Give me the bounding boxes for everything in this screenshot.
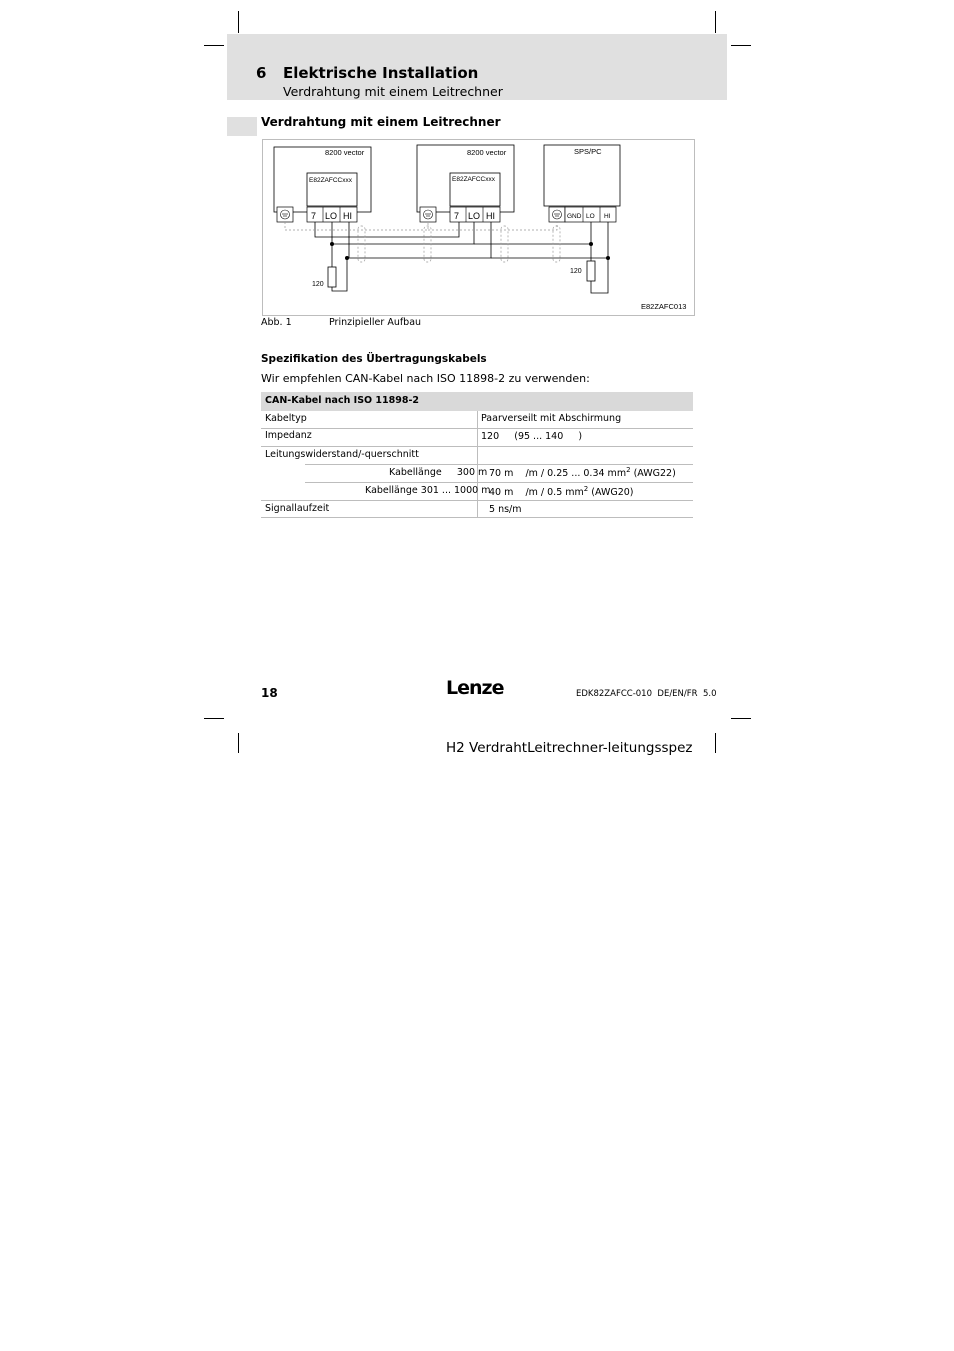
device-2-module-label: E82ZAFCCxxx — [452, 176, 495, 183]
crop-mark — [731, 718, 751, 719]
table-divider — [261, 446, 693, 447]
wiring-diagram-svg — [263, 140, 694, 315]
table-divider — [305, 482, 693, 483]
device-1-terminal-hi: HI — [343, 211, 352, 221]
device-1-name: 8200 vector — [325, 148, 365, 157]
bus-wiring — [315, 222, 608, 293]
junction-dot — [330, 242, 334, 246]
device-2-terminal-hi: HI — [486, 211, 495, 221]
chapter-title: Elektrische Installation — [283, 64, 479, 82]
spec-table-header-label: CAN-Kabel nach ISO 11898-2 — [265, 395, 420, 406]
junction-dot — [589, 242, 593, 246]
table-divider — [261, 428, 693, 429]
table-row-label: Kabeltyp — [265, 413, 307, 424]
table-row-value — [489, 466, 676, 479]
section-title: Verdrahtung mit einem Leitrechner — [261, 115, 501, 129]
table-row-label: Kabellänge 301 ... 1000 m — [365, 485, 491, 496]
table-divider — [261, 517, 693, 518]
value-text: 40 m /m / 0.5 mm — [489, 487, 584, 499]
value-text: 70 m /m / 0.25 ... 0.34 mm — [489, 468, 627, 480]
page-reference-label: H2 VerdrahtLeitrechner-leitungsspez — [446, 740, 693, 756]
crop-mark — [238, 11, 239, 33]
superscript: 2 — [583, 485, 589, 493]
resistor-right-label: 120 — [570, 268, 582, 275]
spec-table-header — [261, 392, 693, 411]
device-1-terminal-lo: LO — [325, 211, 338, 221]
brand-logo: Lenze — [446, 677, 504, 699]
spec-title: Spezifikation des Übertragungskabels — [261, 353, 487, 365]
table-row-value — [489, 485, 634, 498]
sps-pc-terminal-hi: HI — [604, 213, 611, 220]
crop-mark — [715, 11, 716, 33]
device-2-terminal-7: 7 — [454, 211, 460, 221]
figure-caption-text: Prinzipieller Aufbau — [329, 317, 422, 328]
termination-resistor-left — [328, 267, 336, 287]
table-divider — [478, 464, 693, 465]
table-row-value: 120 (95 ... 140 ) — [481, 431, 583, 442]
table-row-label: Impedanz — [265, 430, 312, 441]
table-row-label: Leitungswiderstand/-querschnitt — [265, 449, 419, 460]
shield-wiring — [285, 222, 560, 262]
device-2-name: 8200 vector — [467, 148, 507, 157]
figure-id: E82ZAFC013 — [641, 302, 687, 311]
page-number: 18 — [261, 686, 278, 700]
crop-mark — [715, 733, 716, 753]
device-2-terminal-lo: LO — [468, 211, 481, 221]
chapter-subtitle: Verdrahtung mit einem Leitrechner — [283, 84, 503, 99]
superscript: 2 — [626, 466, 631, 474]
sps-pc-terminal-gnd: GND — [567, 213, 582, 220]
spec-intro: Wir empfehlen CAN-Kabel nach ISO 11898-2 zu verwenden: — [261, 372, 590, 385]
ground-terminal — [277, 207, 293, 222]
resistor-left-label: 120 — [312, 281, 324, 288]
sps-pc-terminal-lo: LO — [586, 213, 595, 220]
wiring-diagram — [262, 139, 695, 316]
value-suffix: (AWG22) — [630, 468, 676, 480]
termination-resistor-right — [587, 261, 595, 281]
figure-caption-number: Abb. 1 — [261, 317, 292, 328]
section-marker — [227, 117, 257, 136]
device-1-terminal-7: 7 — [311, 211, 317, 221]
document-id: EDK82ZAFCC-010 DE/EN/FR 5.0 — [576, 689, 717, 699]
chapter-number: 6 — [256, 64, 267, 82]
table-divider — [261, 500, 693, 501]
sps-pc-name: SPS/PC — [574, 147, 602, 156]
table-row-value: Paarverseilt mit Abschirmung — [481, 413, 622, 424]
device-1-module-label: E82ZAFCCxxx — [309, 177, 352, 184]
table-row-label: Kabellänge 300 m — [389, 467, 488, 478]
crop-mark — [204, 718, 224, 719]
crop-mark — [731, 45, 751, 46]
value-suffix: (AWG20) — [588, 487, 634, 499]
ground-terminal — [420, 207, 436, 222]
ground-terminal — [549, 207, 565, 222]
table-row-value: 5 ns/m — [489, 504, 522, 515]
crop-mark — [238, 733, 239, 753]
table-divider — [305, 464, 477, 465]
table-row-label: Signallaufzeit — [265, 503, 330, 514]
crop-mark — [204, 45, 224, 46]
